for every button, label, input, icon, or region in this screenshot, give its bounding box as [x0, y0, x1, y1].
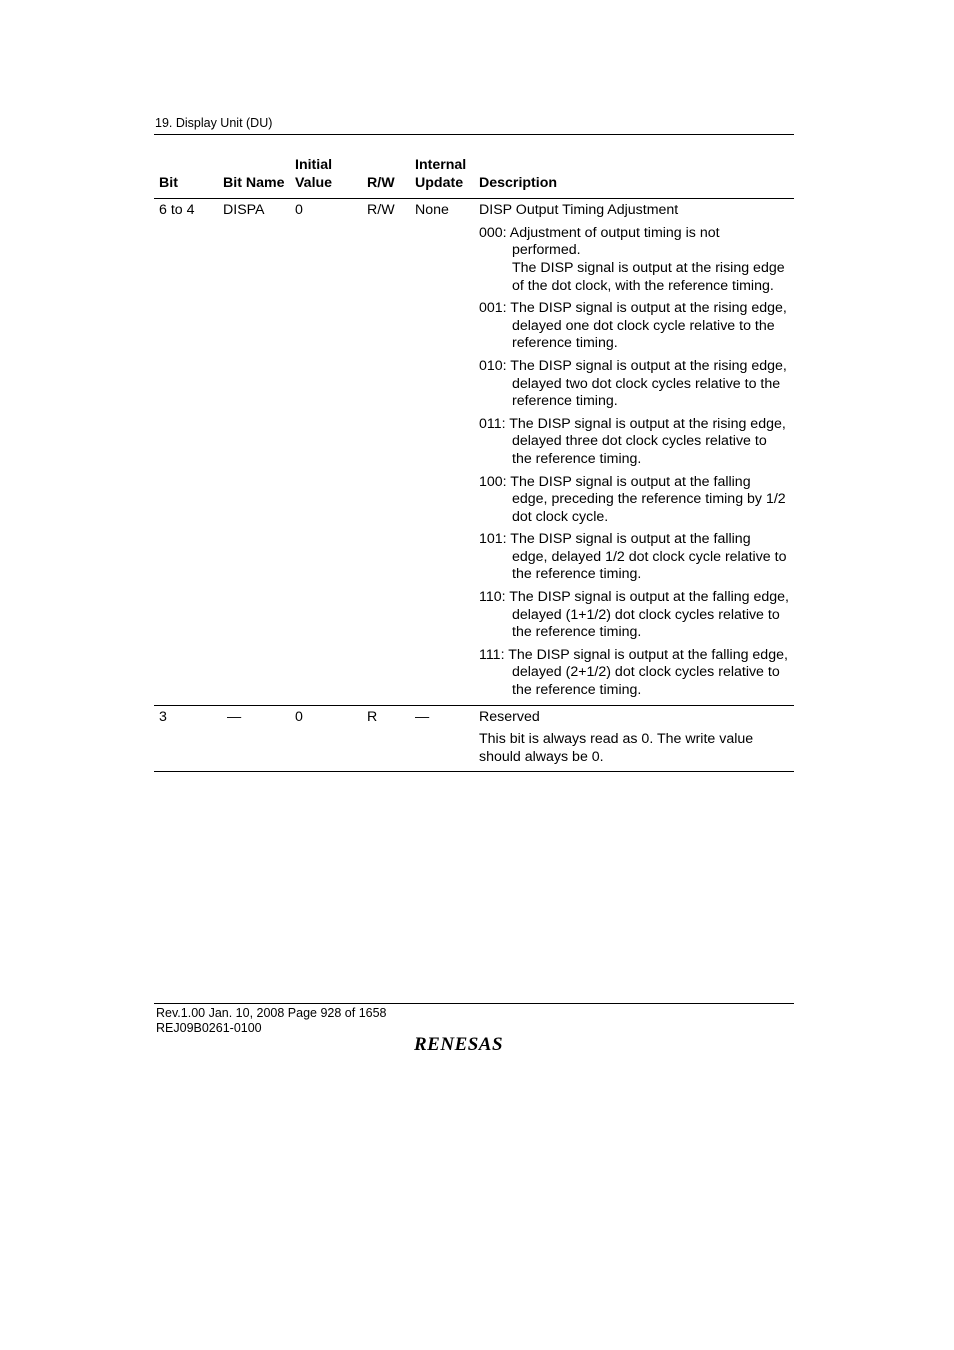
- cell-bit: 6 to 4: [154, 199, 218, 705]
- option-extra-text: The DISP signal is output at the rising edge of the dot clock, with the reference timing.: [512, 259, 785, 294]
- description-option: 010: The DISP signal is output at the rising edge, delayed two dot clock cycles relative to the reference timing.: [479, 357, 787, 410]
- cell-internal-update: —: [410, 705, 474, 772]
- footer-info: [156, 1006, 387, 1036]
- col-header-internal-update: [410, 157, 474, 199]
- col-header-initial-value: [290, 157, 362, 199]
- cell-rw: R: [362, 705, 410, 772]
- footer-document-number: REJ09B0261-0100: [156, 1021, 262, 1035]
- table-row-dispa: [154, 199, 794, 705]
- cell-bit-name: —: [218, 705, 290, 772]
- cell-internal-update: None: [410, 199, 474, 705]
- running-header: 19. Display Unit (DU): [155, 116, 273, 130]
- col-header-update-line1: Internal: [415, 157, 467, 173]
- cell-bit: 3: [154, 705, 218, 772]
- option-text: 000: Adjustment of output timing is not performed.: [479, 224, 720, 259]
- col-header-bit: Bit: [154, 157, 218, 199]
- renesas-logo: [414, 1033, 534, 1060]
- footer-divider: [154, 1003, 794, 1004]
- cell-initial-value: 0: [290, 199, 362, 705]
- description-option: 011: The DISP signal is output at the rising edge, delayed three dot clock cycles relative to the reference timing.: [479, 415, 786, 467]
- col-header-bit-name: Bit Name: [218, 157, 290, 199]
- footer-revision: Rev.1.00 Jan. 10, 2008 Page 928 of 1658: [156, 1006, 387, 1020]
- table-row-reserved: [154, 705, 794, 772]
- col-header-description: Description: [474, 157, 794, 199]
- cell-description: [474, 705, 794, 772]
- col-header-initial-line1: Initial: [295, 157, 333, 173]
- header-divider: [154, 134, 794, 135]
- description-note: This bit is always read as 0. The write value should always be 0.: [479, 731, 754, 765]
- register-bit-table: [154, 157, 794, 772]
- col-header-update-line2: Update: [415, 174, 464, 191]
- description-option: 111: The DISP signal is output at the falling edge, delayed (2+1/2) dot clock cycles relative to the reference timing.: [479, 646, 788, 699]
- col-header-rw: R/W: [362, 157, 410, 199]
- description-option: 001: The DISP signal is output at the rising edge, delayed one dot clock cycle relative to the reference timing.: [479, 300, 787, 352]
- description-option: [479, 225, 790, 295]
- cell-rw: R/W: [362, 199, 410, 705]
- logo-wordmark: RENESAS: [414, 1034, 504, 1055]
- cell-initial-value: 0: [290, 705, 362, 772]
- description-option: 100: The DISP signal is output at the falling edge, preceding the reference timing by 1/2 dot clock cycle.: [479, 473, 786, 525]
- description-option: 101: The DISP signal is output at the falling edge, delayed 1/2 dot clock cycle relative to the reference timing.: [479, 531, 787, 583]
- description-title: DISP Output Timing Adjustment: [479, 202, 679, 219]
- description-title: Reserved: [479, 708, 540, 725]
- table-header-row: [154, 157, 794, 199]
- col-header-initial-line2: Value: [295, 174, 333, 191]
- cell-description: [474, 199, 794, 705]
- description-option: 110: The DISP signal is output at the falling edge, delayed (1+1/2) dot clock cycles relative to the reference timing.: [479, 589, 789, 641]
- cell-bit-name: DISPA: [218, 199, 290, 705]
